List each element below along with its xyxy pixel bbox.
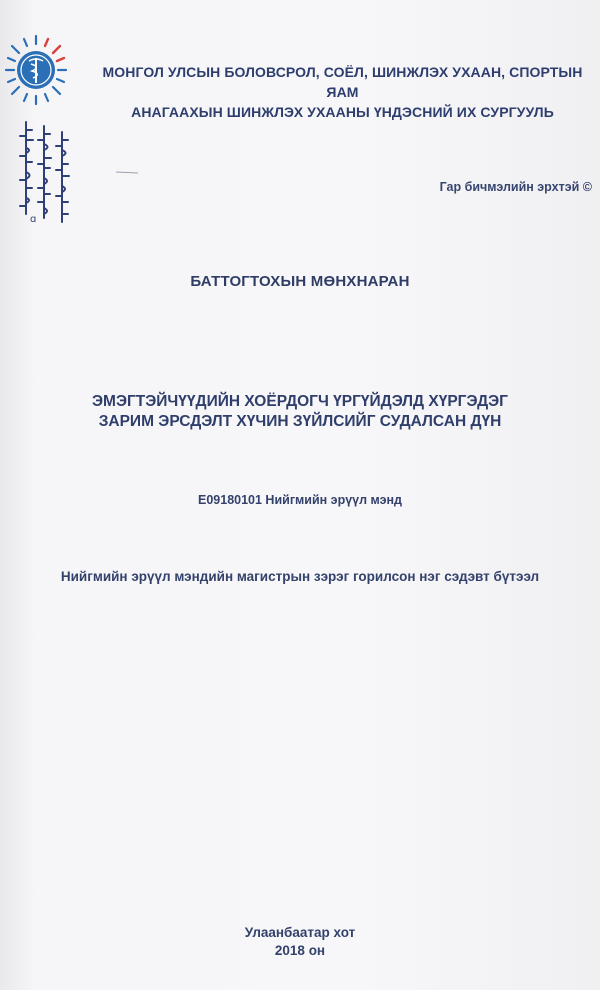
thesis-title <box>0 392 600 432</box>
institution-header <box>85 62 600 122</box>
ministry-name: МОНГОЛ УЛСЫН БОЛОВСРОЛ, СОЁЛ, ШИНЖЛЭХ УХААН, СПОРТЫН ЯАМ <box>102 64 583 100</box>
svg-text:ɑ: ɑ <box>30 214 37 225</box>
scan-mark <box>116 171 138 174</box>
university-emblem-icon <box>4 32 68 108</box>
city: Улаанбаатар хот <box>244 925 356 940</box>
thesis-title-line-2: ЗАРИМ ЭРСДЭЛТ ХҮЧИН ЗҮЙЛСИЙГ СУДАЛСАН ДҮН <box>98 413 502 430</box>
mongolian-script-seal <box>12 118 82 226</box>
university-name: АНАГААХЫН ШИНЖЛЭХ УХААНЫ ҮНДЭСНИЙ ИХ СУРГУУЛЬ <box>131 104 554 120</box>
specialty-code: E09180101 Нийгмийн эрүүл мэнд <box>198 493 402 507</box>
copyright-note: Гар бичмэлийн эрхтэй © <box>439 180 592 194</box>
author-name: БАТТОГТОХЫН МӨНХНАРАН <box>190 273 410 290</box>
thesis-title-line-1: ЭМЭГТЭЙЧҮҮДИЙН ХОЁРДОГЧ ҮРГҮЙДЭЛД ХҮРГЭДЭГ <box>92 393 508 410</box>
year: 2018 он <box>274 943 326 958</box>
place-and-year <box>0 924 600 960</box>
degree-statement: Нийгмийн эрүүл мэндийн магистрын зэрэг горилсон нэг сэдэвт бүтээл <box>60 569 540 584</box>
